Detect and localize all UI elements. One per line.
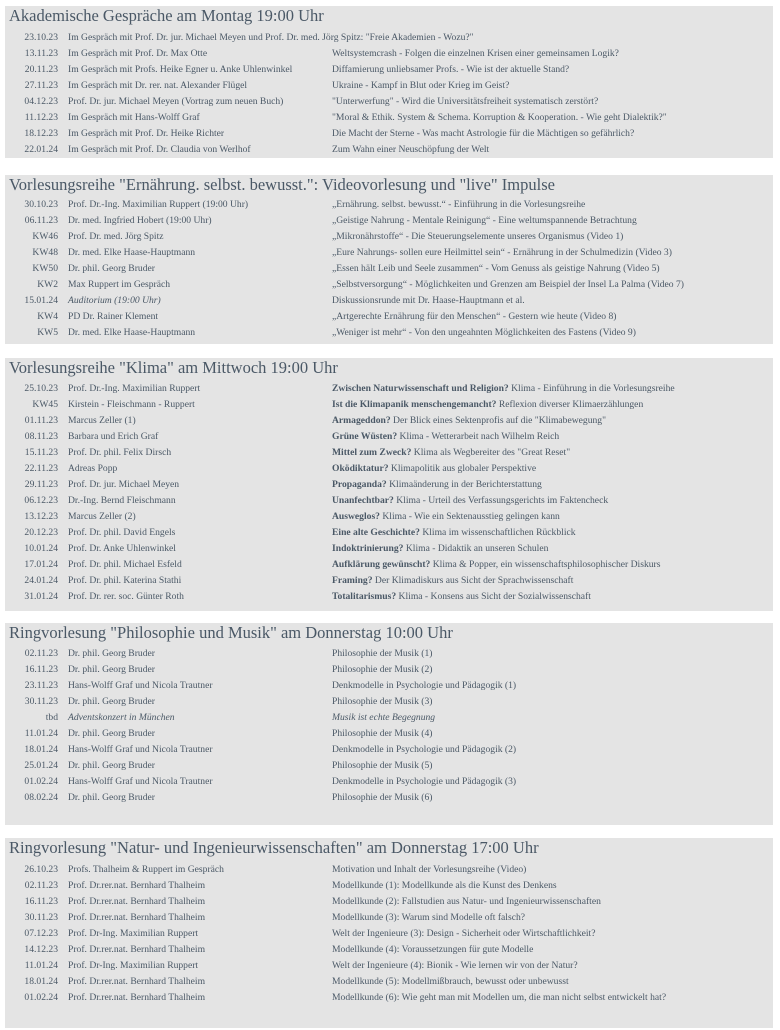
row-date: KW45 bbox=[32, 399, 58, 410]
row-speaker: Adventskonzert in München bbox=[68, 712, 175, 723]
row-topic bbox=[332, 62, 569, 78]
row-topic bbox=[332, 413, 606, 429]
row-speaker: Hans-Wolff Graf und Nicola Trautner bbox=[68, 776, 213, 787]
row-topic bbox=[332, 445, 570, 461]
row-speaker: Prof. Dr. phil. Michael Esfeld bbox=[68, 559, 182, 570]
row-date: 14.12.23 bbox=[24, 944, 58, 955]
row-date: 16.11.23 bbox=[24, 664, 58, 675]
row-topic bbox=[332, 790, 432, 806]
schedule-row bbox=[5, 213, 773, 229]
row-topic bbox=[332, 990, 666, 1006]
row-topic-text: Der Blick eines Sektenprofis auf die "Klimabewegung" bbox=[390, 415, 607, 426]
row-date: 27.11.23 bbox=[24, 80, 58, 91]
row-date: 15.01.24 bbox=[24, 295, 58, 306]
schedule-row bbox=[5, 429, 773, 445]
row-topic-text: Klima - Urteil des Verfassungsgerichts im Faktencheck bbox=[393, 495, 609, 506]
row-topic-text: Diskussionsrunde mit Dr. Haase-Hauptmann et al. bbox=[332, 295, 525, 306]
row-date: 20.12.23 bbox=[24, 527, 58, 538]
row-topic bbox=[332, 261, 660, 277]
row-speaker: Marcus Zeller (2) bbox=[68, 511, 136, 522]
row-speaker: Prof. Dr. phil. Katerina Stathi bbox=[68, 575, 182, 586]
schedule-row bbox=[5, 261, 773, 277]
row-topic-headline: Armageddon? bbox=[332, 415, 391, 426]
row-topic bbox=[332, 910, 525, 926]
row-speaker: Prof. Dr.rer.nat. Bernhard Thalheim bbox=[68, 896, 206, 907]
row-topic bbox=[332, 277, 684, 293]
schedule-row bbox=[5, 710, 773, 726]
row-date: 06.12.23 bbox=[24, 495, 58, 506]
schedule-row bbox=[5, 94, 773, 110]
row-speaker: Dr. phil. Georg Bruder bbox=[68, 728, 155, 739]
row-topic-text: "Unterwerfung" - Wird die Universitätsfreiheit systematisch zerstört? bbox=[332, 96, 599, 107]
schedule-row bbox=[5, 293, 773, 309]
row-topic bbox=[332, 862, 526, 878]
row-topic-text: Klima im wissenschaftlichen Rückblick bbox=[419, 527, 576, 538]
schedule-row bbox=[5, 229, 773, 245]
row-speaker: Prof. Dr. phil. David Engels bbox=[68, 527, 176, 538]
row-topic-text: Motivation und Inhalt der Vorlesungsreihe (Video) bbox=[332, 864, 527, 875]
row-topic-text: Philosophie der Musik (6) bbox=[332, 792, 433, 803]
row-topic-text: Weltsystemcrash - Folgen die einzelnen Krisen einer gemeinsamen Logik? bbox=[332, 48, 619, 59]
row-speaker: Dr. phil. Georg Bruder bbox=[68, 664, 155, 675]
schedule-row bbox=[5, 461, 773, 477]
row-topic-text: Klimaänderung in der Berichterstattung bbox=[386, 479, 542, 490]
row-speaker: Adreas Popp bbox=[68, 463, 118, 474]
schedule-row bbox=[5, 726, 773, 742]
section-title: Vorlesungsreihe "Klima" am Mittwoch 19:00 Uhr bbox=[9, 358, 338, 377]
row-speaker: Prof. Dr-Ing. Maximilian Ruppert bbox=[68, 928, 199, 939]
row-topic-text: Modellkunde (2): Fallstudien aus Natur- und Ingenieurwissenschaften bbox=[332, 896, 601, 907]
row-date: 06.11.23 bbox=[24, 215, 58, 226]
row-topic-text: Diffamierung unliebsamer Profs. - Wie ist der aktuelle Stand? bbox=[332, 64, 570, 75]
schedule-row bbox=[5, 525, 773, 541]
row-date: 11.01.24 bbox=[24, 728, 58, 739]
row-date: 17.01.24 bbox=[24, 559, 58, 570]
row-topic bbox=[332, 726, 432, 742]
row-speaker: Prof. Dr.rer.nat. Bernhard Thalheim bbox=[68, 976, 206, 987]
row-topic-text: Zum Wahn einer Neuschöpfung der Welt bbox=[332, 144, 490, 155]
row-topic-headline: Aufklärung gewünscht? bbox=[332, 559, 431, 570]
row-date: 08.02.24 bbox=[24, 792, 58, 803]
schedule-row bbox=[5, 646, 773, 662]
row-speaker: Prof. Dr.rer.nat. Bernhard Thalheim bbox=[68, 912, 206, 923]
row-topic bbox=[332, 509, 560, 525]
row-speaker: PD Dr. Rainer Klement bbox=[68, 311, 159, 322]
schedule-row bbox=[5, 774, 773, 790]
schedule-row bbox=[5, 197, 773, 213]
row-date: KW2 bbox=[37, 279, 58, 290]
row-topic-text: Die Macht der Sterne - Was macht Astrologie für die Mächtigen so gefährlich? bbox=[332, 128, 635, 139]
row-date: KW4 bbox=[37, 311, 58, 322]
schedule-row bbox=[5, 573, 773, 589]
row-topic-text: Welt der Ingenieure (4): Bionik - Wie lernen wir von der Natur? bbox=[332, 960, 578, 971]
schedule-row bbox=[5, 589, 773, 605]
row-topic-text: „Artgerechte Ernährung für den Menschen“ - Gestern wie heute (Video 8) bbox=[332, 311, 617, 322]
row-date: 30.10.23 bbox=[24, 199, 58, 210]
row-topic bbox=[332, 694, 432, 710]
row-speaker: Marcus Zeller (1) bbox=[68, 415, 136, 426]
row-topic bbox=[332, 293, 525, 309]
row-date: 11.12.23 bbox=[24, 112, 58, 123]
row-topic-headline: Ausweglos? bbox=[332, 511, 380, 522]
row-speaker: Barbara und Erich Graf bbox=[68, 431, 159, 442]
schedule-row bbox=[5, 990, 773, 1006]
row-date: 07.12.23 bbox=[24, 928, 58, 939]
row-speaker: Dr.-Ing. Bernd Fleischmann bbox=[68, 495, 176, 506]
row-date: KW5 bbox=[37, 327, 58, 338]
row-date: KW48 bbox=[32, 247, 58, 258]
row-topic bbox=[332, 774, 516, 790]
row-topic-headline: Eine alte Geschichte? bbox=[332, 527, 420, 538]
row-topic bbox=[332, 309, 616, 325]
row-topic-headline: Propaganda? bbox=[332, 479, 387, 490]
row-topic-text: Der Klimadiskurs aus Sicht der Sprachwissenschaft bbox=[372, 575, 574, 586]
row-topic bbox=[332, 525, 576, 541]
row-speaker: Dr. phil. Georg Bruder bbox=[68, 263, 155, 274]
schedule-row bbox=[5, 541, 773, 557]
row-topic bbox=[332, 926, 595, 942]
row-speaker: Hans-Wolff Graf und Nicola Trautner bbox=[68, 680, 213, 691]
schedule-row bbox=[5, 126, 773, 142]
row-topic-text: Klima - Konsens aus Sicht der Sozialwissenschaft bbox=[396, 591, 591, 602]
row-date: 29.11.23 bbox=[24, 479, 58, 490]
row-topic-headline: Indoktrinierung? bbox=[332, 543, 404, 554]
row-date: 10.01.24 bbox=[24, 543, 58, 554]
schedule-row bbox=[5, 942, 773, 958]
row-speaker: Im Gespräch mit Prof. Dr. Claudia von Werlhof bbox=[68, 144, 251, 155]
row-date: 30.11.23 bbox=[24, 696, 58, 707]
row-topic-text: Denkmodelle in Psychologie und Pädagogik (2) bbox=[332, 744, 517, 755]
schedule-row bbox=[5, 678, 773, 694]
section-title: Ringvorlesung "Natur- und Ingenieurwissenschaften" am Donnerstag 17:00 Uhr bbox=[9, 838, 539, 857]
row-date: KW46 bbox=[32, 231, 58, 242]
row-topic-text: Klima - Wetterarbeit nach Wilhelm Reich bbox=[397, 431, 560, 442]
row-date: 11.01.24 bbox=[24, 960, 58, 971]
row-date: 18.01.24 bbox=[24, 976, 58, 987]
row-speaker: Dr. phil. Georg Bruder bbox=[68, 792, 155, 803]
row-speaker: Dr. med. Elke Haase-Hauptmann bbox=[68, 327, 196, 338]
schedule-row bbox=[5, 413, 773, 429]
row-topic-headline: Totalitarismus? bbox=[332, 591, 397, 602]
row-speaker: Im Gespräch mit Profs. Heike Egner u. Anke Uhlenwinkel bbox=[68, 64, 293, 75]
row-speaker: Prof. Dr.rer.nat. Bernhard Thalheim bbox=[68, 944, 206, 955]
row-speaker: Kirstein - Fleischmann - Ruppert bbox=[68, 399, 195, 410]
row-topic bbox=[332, 461, 536, 477]
row-topic-text: „Essen hält Leib und Seele zusammen“ - Vom Genuss als geistige Nahrung (Video 5) bbox=[332, 263, 660, 274]
row-topic bbox=[332, 245, 672, 261]
row-topic bbox=[332, 229, 623, 245]
row-date: 18.12.23 bbox=[24, 128, 58, 139]
row-topic-headline: Mittel zum Zweck? bbox=[332, 447, 412, 458]
row-topic bbox=[332, 589, 591, 605]
row-date: 26.10.23 bbox=[24, 864, 58, 875]
schedule-row bbox=[5, 381, 773, 397]
row-speaker: Im Gespräch mit Dr. rer. nat. Alexander Flügel bbox=[68, 80, 248, 91]
schedule-row bbox=[5, 862, 773, 878]
schedule-row bbox=[5, 958, 773, 974]
row-speaker: Prof. Dr. rer. soc. Günter Roth bbox=[68, 591, 184, 602]
row-topic-text: „Ernährung. selbst. bewusst.“ - Einführung in die Vorlesungsreihe bbox=[332, 199, 586, 210]
row-topic-text: Musik ist echte Begegnung bbox=[332, 712, 436, 723]
row-topic bbox=[332, 213, 637, 229]
row-topic-headline: Grüne Wüsten? bbox=[332, 431, 398, 442]
schedule-row bbox=[5, 309, 773, 325]
row-topic-headline: Zwischen Naturwissenschaft und Religion? bbox=[332, 383, 509, 394]
row-date: 02.11.23 bbox=[24, 880, 58, 891]
row-topic-text: „Selbstversorgung“ - Möglichkeiten und Grenzen am Beispiel der Insel La Palma (Video 7) bbox=[332, 279, 684, 290]
section-title: Vorlesungsreihe "Ernährung. selbst. bewusst.": Videovorlesung und "live" Impulse bbox=[9, 175, 555, 194]
row-topic bbox=[332, 742, 516, 758]
row-date: 01.02.24 bbox=[24, 776, 58, 787]
row-date: 24.01.24 bbox=[24, 575, 58, 586]
row-topic-text: Modellkunde (1): Modellkunde als die Kunst des Denkens bbox=[332, 880, 557, 891]
schedule-section bbox=[5, 838, 773, 1028]
row-date: 13.12.23 bbox=[24, 511, 58, 522]
row-speaker: Im Gespräch mit Prof. Dr. jur. Michael Meyen und Prof. Dr. med. Jörg Spitz: "Freie Akademien - Wozu?" bbox=[68, 32, 474, 43]
row-speaker: Prof. Dr. med. Jörg Spitz bbox=[68, 231, 164, 242]
schedule-row bbox=[5, 477, 773, 493]
row-speaker: Im Gespräch mit Prof. Dr. Heike Richter bbox=[68, 128, 225, 139]
schedule-row bbox=[5, 325, 773, 341]
row-date: 20.11.23 bbox=[24, 64, 58, 75]
row-topic bbox=[332, 541, 548, 557]
section-title: Akademische Gespräche am Montag 19:00 Uhr bbox=[9, 6, 324, 25]
row-speaker: Dr. phil. Georg Bruder bbox=[68, 760, 155, 771]
row-topic-text: Klima als Wegbereiter des "Great Reset" bbox=[411, 447, 571, 458]
row-topic-text: Ukraine - Kampf in Blut oder Krieg im Geist? bbox=[332, 80, 510, 91]
row-date: 31.01.24 bbox=[24, 591, 58, 602]
row-topic bbox=[332, 646, 432, 662]
row-date: tbd bbox=[45, 712, 58, 723]
row-topic-text: Modellkunde (4): Voraussetzungen für gute Modelle bbox=[332, 944, 534, 955]
schedule-row bbox=[5, 445, 773, 461]
schedule-row bbox=[5, 910, 773, 926]
row-date: 23.11.23 bbox=[24, 680, 58, 691]
row-topic-headline: Ist die Klimapanik menschengemancht? bbox=[332, 399, 497, 410]
row-topic-text: Modellkunde (5): Modellmißbrauch, bewusst oder unbewusst bbox=[332, 976, 569, 987]
row-speaker: Dr. med. Elke Haase-Hauptmann bbox=[68, 247, 196, 258]
row-topic-text: „Mikronährstoffe“ - Die Steuerungselemente unseres Organismus (Video 1) bbox=[332, 231, 624, 242]
row-topic bbox=[332, 142, 489, 158]
row-date: 25.01.24 bbox=[24, 760, 58, 771]
row-speaker: Dr. phil. Georg Bruder bbox=[68, 696, 155, 707]
row-topic bbox=[332, 110, 667, 126]
schedule-section bbox=[5, 623, 773, 825]
row-topic-text: Philosophie der Musik (3) bbox=[332, 696, 433, 707]
row-topic-text: "Moral & Ethik. System & Schema. Korruption & Kooperation. - Wie geht Dialektik?" bbox=[332, 112, 667, 123]
schedule-row bbox=[5, 926, 773, 942]
row-topic-headline: Unanfechtbar? bbox=[332, 495, 394, 506]
row-topic bbox=[332, 94, 598, 110]
row-speaker: Max Ruppert im Gespräch bbox=[68, 279, 171, 290]
row-topic-text: Modellkunde (3): Warum sind Modelle oft falsch? bbox=[332, 912, 526, 923]
row-topic bbox=[332, 894, 601, 910]
row-topic bbox=[332, 662, 432, 678]
section-title: Ringvorlesung "Philosophie und Musik" am Donnerstag 10:00 Uhr bbox=[9, 623, 453, 642]
schedule-row bbox=[5, 742, 773, 758]
row-topic bbox=[332, 557, 660, 573]
row-topic-text: Philosophie der Musik (1) bbox=[332, 648, 433, 659]
schedule-row bbox=[5, 509, 773, 525]
row-date: 01.02.24 bbox=[24, 992, 58, 1003]
row-speaker: Hans-Wolff Graf und Nicola Trautner bbox=[68, 744, 213, 755]
row-topic bbox=[332, 325, 636, 341]
schedule-row bbox=[5, 878, 773, 894]
schedule-row bbox=[5, 758, 773, 774]
row-topic-text: Philosophie der Musik (5) bbox=[332, 760, 433, 771]
row-topic-headline: Framing? bbox=[332, 575, 373, 586]
row-speaker: Prof. Dr. Anke Uhlenwinkel bbox=[68, 543, 176, 554]
schedule-row bbox=[5, 46, 773, 62]
row-topic-headline: Oködiktatur? bbox=[332, 463, 389, 474]
row-date: 23.10.23 bbox=[24, 32, 58, 43]
schedule-row bbox=[5, 62, 773, 78]
row-speaker: Prof. Dr. jur. Michael Meyen bbox=[68, 479, 180, 490]
row-topic-text: „Weniger ist mehr“ - Von den ungeahnten Möglichkeiten des Fastens (Video 9) bbox=[332, 327, 636, 338]
row-speaker: Prof. Dr. jur. Michael Meyen (Vortrag zum neuen Buch) bbox=[68, 96, 284, 107]
row-topic-text: Philosophie der Musik (2) bbox=[332, 664, 433, 675]
row-date: 16.11.23 bbox=[24, 896, 58, 907]
row-topic bbox=[332, 974, 569, 990]
row-speaker: Prof. Dr.rer.nat. Bernhard Thalheim bbox=[68, 992, 206, 1003]
row-topic bbox=[332, 197, 585, 213]
row-topic-text: Modellkunde (6): Wie geht man mit Modellen um, die man nicht selbst entwickelt hat? bbox=[332, 992, 667, 1003]
row-topic bbox=[332, 958, 578, 974]
row-speaker: Auditorium (19:00 Uhr) bbox=[68, 295, 161, 306]
row-date: 25.10.23 bbox=[24, 383, 58, 394]
schedule-row bbox=[5, 694, 773, 710]
row-topic bbox=[332, 477, 542, 493]
row-topic-text: Klimapolitik aus globaler Perspektive bbox=[388, 463, 537, 474]
row-topic bbox=[332, 710, 435, 726]
row-topic bbox=[332, 942, 533, 958]
row-date: 08.11.23 bbox=[24, 431, 58, 442]
row-date: 30.11.23 bbox=[24, 912, 58, 923]
row-topic-text: Denkmodelle in Psychologie und Pädagogik (1) bbox=[332, 680, 517, 691]
row-date: 02.11.23 bbox=[24, 648, 58, 659]
row-topic bbox=[332, 381, 675, 397]
row-topic-text: „Eure Nahrungs- sollen eure Heilmittel sein“ - Ernährung in der Schulmedizin (Video 3) bbox=[332, 247, 672, 258]
schedule-row bbox=[5, 78, 773, 94]
row-speaker: Im Gespräch mit Hans-Wolff Graf bbox=[68, 112, 200, 123]
row-topic bbox=[332, 429, 559, 445]
row-speaker: Prof. Dr.rer.nat. Bernhard Thalheim bbox=[68, 880, 206, 891]
row-topic-text: Klima - Wie ein Sektenausstieg gelingen kann bbox=[379, 511, 560, 522]
row-topic-text: Philosophie der Musik (4) bbox=[332, 728, 433, 739]
row-date: 22.01.24 bbox=[24, 144, 58, 155]
row-topic bbox=[332, 126, 634, 142]
schedule-row bbox=[5, 142, 773, 158]
schedule-row bbox=[5, 110, 773, 126]
row-speaker: Dr. phil. Georg Bruder bbox=[68, 648, 155, 659]
row-topic bbox=[332, 573, 573, 589]
schedule-row bbox=[5, 30, 773, 46]
row-speaker: Im Gespräch mit Prof. Dr. Max Otte bbox=[68, 48, 208, 59]
schedule-row bbox=[5, 662, 773, 678]
row-topic-text: Klima - Didaktik an unseren Schulen bbox=[403, 543, 549, 554]
row-date: 18.01.24 bbox=[24, 744, 58, 755]
row-speaker: Prof. Dr.-Ing. Maximilian Ruppert bbox=[68, 383, 201, 394]
row-date: KW50 bbox=[32, 263, 58, 274]
row-speaker: Prof. Dr.-Ing. Maximilian Ruppert (19:00 Uhr) bbox=[68, 199, 249, 210]
schedule-row bbox=[5, 790, 773, 806]
row-topic-text: Reflexion diverser Klimaerzählungen bbox=[496, 399, 644, 410]
row-topic bbox=[332, 678, 516, 694]
row-speaker: Prof. Dr. phil. Felix Dirsch bbox=[68, 447, 172, 458]
schedule-row bbox=[5, 493, 773, 509]
row-topic bbox=[332, 758, 432, 774]
row-topic-text: Denkmodelle in Psychologie und Pädagogik (3) bbox=[332, 776, 517, 787]
row-topic bbox=[332, 78, 509, 94]
schedule-row bbox=[5, 277, 773, 293]
schedule-row bbox=[5, 557, 773, 573]
row-date: 01.11.23 bbox=[24, 415, 58, 426]
schedule-section bbox=[5, 358, 773, 611]
schedule-row bbox=[5, 245, 773, 261]
row-topic bbox=[332, 493, 608, 509]
schedule-section bbox=[5, 6, 773, 158]
schedule-row bbox=[5, 894, 773, 910]
row-date: 22.11.23 bbox=[24, 463, 58, 474]
row-date: 04.12.23 bbox=[24, 96, 58, 107]
row-topic-text: Welt der Ingenieure (3): Design - Sicherheit oder Wirtschaftlichkeit? bbox=[332, 928, 596, 939]
row-speaker: Profs. Thalheim & Ruppert im Gespräch bbox=[68, 864, 224, 875]
row-speaker: Dr. med. Ingfried Hobert (19:00 Uhr) bbox=[68, 215, 212, 226]
row-topic bbox=[332, 878, 557, 894]
schedule-section bbox=[5, 175, 773, 344]
row-topic-text: „Geistige Nahrung - Mentale Reinigung“ - Eine weltumspannende Betrachtung bbox=[332, 215, 637, 226]
schedule-row bbox=[5, 974, 773, 990]
row-speaker: Prof. Dr-Ing. Maximilian Ruppert bbox=[68, 960, 199, 971]
row-date: 13.11.23 bbox=[24, 48, 58, 59]
row-topic-text: Klima - Einführung in die Vorlesungsreihe bbox=[508, 383, 675, 394]
schedule-row bbox=[5, 397, 773, 413]
row-date: 15.11.23 bbox=[24, 447, 58, 458]
row-topic-text: Klima & Popper, ein wissenschaftsphilosophischer Diskurs bbox=[430, 559, 661, 570]
row-topic bbox=[332, 46, 619, 62]
row-topic bbox=[332, 397, 643, 413]
